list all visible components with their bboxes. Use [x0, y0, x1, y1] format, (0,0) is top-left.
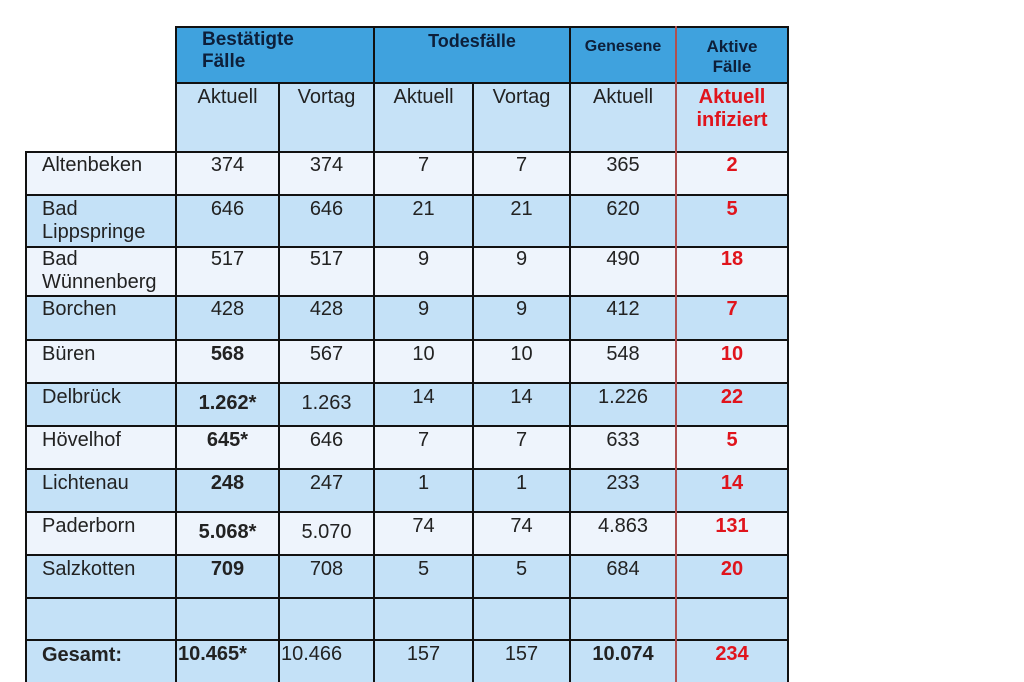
recovered-current: 490 — [570, 247, 676, 296]
deaths-current: 5 — [374, 555, 473, 598]
header-confirmed — [176, 27, 374, 83]
subheader-deaths-current: Aktuell — [374, 83, 473, 152]
municipality-name: Delbrück — [26, 383, 176, 426]
municipality-name: Salzkotten — [26, 555, 176, 598]
confirmed-previous: 646 — [279, 195, 374, 247]
deaths-previous: 7 — [473, 152, 570, 195]
active-current: 22 — [676, 383, 788, 426]
deaths-current: 74 — [374, 512, 473, 555]
total-deaths-previous: 157 — [473, 640, 570, 682]
header-active-line1: Aktive — [706, 37, 758, 56]
subheader-active-line2: infiziert — [696, 109, 768, 131]
deaths-current: 10 — [374, 340, 473, 383]
municipality-name: Altenbeken — [26, 152, 176, 195]
deaths-previous: 21 — [473, 195, 570, 247]
subheader-recovered-current: Aktuell — [570, 83, 676, 152]
deaths-current: 7 — [374, 426, 473, 469]
confirmed-previous: 1.263 — [279, 383, 374, 426]
grid-line — [278, 82, 280, 682]
grid-line — [25, 151, 27, 682]
active-current: 5 — [676, 426, 788, 469]
active-current: 131 — [676, 512, 788, 555]
municipality-name: Büren — [26, 340, 176, 383]
grid-line — [175, 26, 177, 682]
recovered-current: 4.863 — [570, 512, 676, 555]
active-current: 5 — [676, 195, 788, 247]
grid-line — [472, 82, 474, 682]
subheader-confirmed-previous: Vortag — [279, 83, 374, 152]
subheader-confirmed-current: Aktuell — [176, 83, 279, 152]
total-label: Gesamt: — [26, 640, 176, 682]
recovered-current: 684 — [570, 555, 676, 598]
deaths-current: 14 — [374, 383, 473, 426]
confirmed-previous: 646 — [279, 426, 374, 469]
confirmed-previous: 708 — [279, 555, 374, 598]
confirmed-previous: 567 — [279, 340, 374, 383]
municipality-name: Paderborn — [26, 512, 176, 555]
confirmed-current: 517 — [176, 247, 279, 296]
deaths-previous: 7 — [473, 426, 570, 469]
grid-line — [787, 26, 789, 682]
deaths-previous: 9 — [473, 296, 570, 340]
confirmed-current: 5.068* — [176, 512, 279, 555]
deaths-current: 9 — [374, 296, 473, 340]
active-current: 18 — [676, 247, 788, 296]
confirmed-current: 374 — [176, 152, 279, 195]
deaths-previous: 74 — [473, 512, 570, 555]
confirmed-current: 568 — [176, 340, 279, 383]
municipality-name: Lichtenau — [26, 469, 176, 512]
municipality-name: Borchen — [26, 296, 176, 340]
total-recovered-current: 10.074 — [570, 640, 676, 682]
deaths-current: 1 — [374, 469, 473, 512]
confirmed-previous: 374 — [279, 152, 374, 195]
municipality-name: Bad Lippspringe — [26, 195, 176, 247]
grid-line-red — [675, 26, 677, 682]
grid-line — [373, 26, 375, 682]
municipality-name: Hövelhof — [26, 426, 176, 469]
empty-spacer-row — [26, 598, 788, 640]
header-deaths — [374, 27, 570, 83]
recovered-current: 633 — [570, 426, 676, 469]
header-confirmed-line2: Fälle — [202, 51, 246, 72]
header-recovered-label: Genesene — [584, 38, 662, 55]
header-recovered — [570, 27, 676, 83]
active-current: 20 — [676, 555, 788, 598]
deaths-current: 21 — [374, 195, 473, 247]
confirmed-previous: 517 — [279, 247, 374, 296]
confirmed-current: 645* — [176, 426, 279, 469]
total-confirmed-previous: 10.466 — [279, 640, 374, 682]
confirmed-previous: 247 — [279, 469, 374, 512]
total-deaths-current: 157 — [374, 640, 473, 682]
recovered-current: 620 — [570, 195, 676, 247]
header-deaths-label: Todesfälle — [428, 31, 516, 51]
header-confirmed-line1: Bestätigte — [202, 29, 294, 50]
total-active-current: 234 — [676, 640, 788, 682]
active-current: 14 — [676, 469, 788, 512]
confirmed-current: 428 — [176, 296, 279, 340]
confirmed-current: 248 — [176, 469, 279, 512]
active-current: 7 — [676, 296, 788, 340]
deaths-current: 7 — [374, 152, 473, 195]
deaths-previous: 1 — [473, 469, 570, 512]
recovered-current: 233 — [570, 469, 676, 512]
recovered-current: 1.226 — [570, 383, 676, 426]
deaths-previous: 5 — [473, 555, 570, 598]
recovered-current: 548 — [570, 340, 676, 383]
active-current: 10 — [676, 340, 788, 383]
deaths-previous: 9 — [473, 247, 570, 296]
grid-line — [569, 26, 571, 682]
header-active — [676, 27, 788, 83]
active-current: 2 — [676, 152, 788, 195]
deaths-current: 9 — [374, 247, 473, 296]
header-active-line2: Fälle — [712, 57, 752, 76]
subheader-active-line1: Aktuell — [698, 86, 766, 108]
confirmed-current: 646 — [176, 195, 279, 247]
grid-line — [175, 26, 789, 28]
deaths-previous: 14 — [473, 383, 570, 426]
confirmed-current: 709 — [176, 555, 279, 598]
total-confirmed-current: 10.465* — [176, 640, 279, 682]
confirmed-previous: 428 — [279, 296, 374, 340]
deaths-previous: 10 — [473, 340, 570, 383]
grid-line — [175, 82, 789, 84]
subheader-active — [676, 83, 788, 152]
confirmed-previous: 5.070 — [279, 512, 374, 555]
confirmed-current: 1.262* — [176, 383, 279, 426]
recovered-current: 365 — [570, 152, 676, 195]
subheader-deaths-previous: Vortag — [473, 83, 570, 152]
recovered-current: 412 — [570, 296, 676, 340]
municipality-name: Bad Wünnenberg — [26, 247, 176, 296]
